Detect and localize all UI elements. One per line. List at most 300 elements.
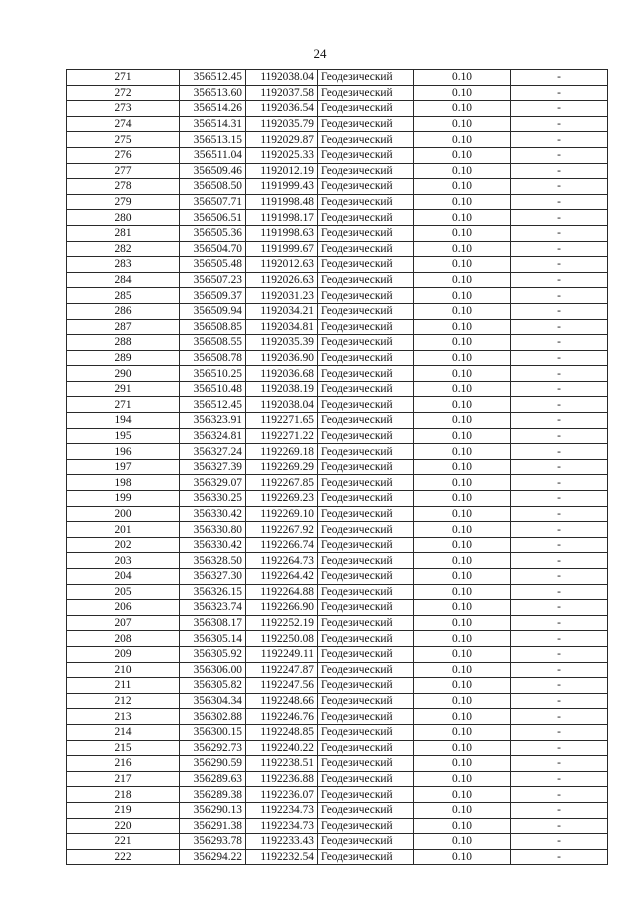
method-cell: Геодезический: [318, 631, 414, 647]
note-cell: -: [511, 101, 608, 117]
note-cell: -: [511, 849, 608, 865]
note-cell: -: [511, 350, 608, 366]
point-number-cell: 291: [67, 381, 180, 397]
table-row: [67, 272, 608, 288]
y-coordinate-cell: 1192234.73: [246, 802, 318, 818]
x-coordinate-cell: 356323.74: [180, 600, 246, 616]
point-number-cell: 216: [67, 756, 180, 772]
note-cell: -: [511, 459, 608, 475]
table-row: [67, 631, 608, 647]
method-cell: Геодезический: [318, 615, 414, 631]
x-coordinate-cell: 356305.82: [180, 678, 246, 694]
table-row: [67, 366, 608, 382]
point-number-cell: 194: [67, 413, 180, 429]
note-cell: -: [511, 163, 608, 179]
note-cell: -: [511, 257, 608, 273]
x-coordinate-cell: 356327.39: [180, 459, 246, 475]
note-cell: -: [511, 288, 608, 304]
coordinates-table-container: [66, 69, 608, 865]
note-cell: -: [511, 771, 608, 787]
y-coordinate-cell: 1192264.73: [246, 553, 318, 569]
y-coordinate-cell: 1192269.29: [246, 459, 318, 475]
table-row: [67, 288, 608, 304]
x-coordinate-cell: 356330.42: [180, 506, 246, 522]
method-cell: Геодезический: [318, 288, 414, 304]
x-coordinate-cell: 356508.85: [180, 319, 246, 335]
method-cell: Геодезический: [318, 413, 414, 429]
method-cell: Геодезический: [318, 350, 414, 366]
note-cell: -: [511, 834, 608, 850]
point-number-cell: 209: [67, 646, 180, 662]
accuracy-cell: 0.10: [414, 241, 511, 257]
y-coordinate-cell: 1192035.39: [246, 335, 318, 351]
method-cell: Геодезический: [318, 491, 414, 507]
table-row: [67, 506, 608, 522]
point-number-cell: 278: [67, 179, 180, 195]
accuracy-cell: 0.10: [414, 70, 511, 86]
table-row: [67, 522, 608, 538]
note-cell: -: [511, 600, 608, 616]
method-cell: Геодезический: [318, 522, 414, 538]
accuracy-cell: 0.10: [414, 335, 511, 351]
y-coordinate-cell: 1192233.43: [246, 834, 318, 850]
point-number-cell: 285: [67, 288, 180, 304]
note-cell: -: [511, 756, 608, 772]
note-cell: -: [511, 709, 608, 725]
x-coordinate-cell: 356505.48: [180, 257, 246, 273]
y-coordinate-cell: 1192247.87: [246, 662, 318, 678]
method-cell: Геодезический: [318, 818, 414, 834]
accuracy-cell: 0.10: [414, 288, 511, 304]
method-cell: Геодезический: [318, 381, 414, 397]
y-coordinate-cell: 1192236.07: [246, 787, 318, 803]
x-coordinate-cell: 356511.04: [180, 147, 246, 163]
y-coordinate-cell: 1192035.79: [246, 116, 318, 132]
y-coordinate-cell: 1192267.92: [246, 522, 318, 538]
point-number-cell: 287: [67, 319, 180, 335]
point-number-cell: 280: [67, 210, 180, 226]
accuracy-cell: 0.10: [414, 756, 511, 772]
y-coordinate-cell: 1192038.19: [246, 381, 318, 397]
table-row: [67, 116, 608, 132]
table-row: [67, 491, 608, 507]
accuracy-cell: 0.10: [414, 678, 511, 694]
accuracy-cell: 0.10: [414, 319, 511, 335]
y-coordinate-cell: 1192269.23: [246, 491, 318, 507]
note-cell: -: [511, 194, 608, 210]
accuracy-cell: 0.10: [414, 444, 511, 460]
accuracy-cell: 0.10: [414, 210, 511, 226]
point-number-cell: 220: [67, 818, 180, 834]
table-row: [67, 459, 608, 475]
y-coordinate-cell: 1192248.66: [246, 693, 318, 709]
method-cell: Геодезический: [318, 272, 414, 288]
x-coordinate-cell: 356302.88: [180, 709, 246, 725]
note-cell: -: [511, 678, 608, 694]
x-coordinate-cell: 356507.71: [180, 194, 246, 210]
point-number-cell: 275: [67, 132, 180, 148]
note-cell: -: [511, 147, 608, 163]
x-coordinate-cell: 356508.50: [180, 179, 246, 195]
x-coordinate-cell: 356509.37: [180, 288, 246, 304]
note-cell: -: [511, 569, 608, 585]
accuracy-cell: 0.10: [414, 179, 511, 195]
note-cell: -: [511, 272, 608, 288]
table-row: [67, 350, 608, 366]
note-cell: -: [511, 179, 608, 195]
x-coordinate-cell: 356305.92: [180, 646, 246, 662]
method-cell: Геодезический: [318, 834, 414, 850]
table-row: [67, 569, 608, 585]
method-cell: Геодезический: [318, 70, 414, 86]
note-cell: -: [511, 491, 608, 507]
x-coordinate-cell: 356330.25: [180, 491, 246, 507]
x-coordinate-cell: 356323.91: [180, 413, 246, 429]
table-row: [67, 693, 608, 709]
note-cell: -: [511, 303, 608, 319]
method-cell: Геодезический: [318, 693, 414, 709]
method-cell: Геодезический: [318, 724, 414, 740]
table-row: [67, 678, 608, 694]
method-cell: Геодезический: [318, 475, 414, 491]
table-row: [67, 818, 608, 834]
y-coordinate-cell: 1192012.63: [246, 257, 318, 273]
note-cell: -: [511, 662, 608, 678]
table-row: [67, 662, 608, 678]
table-row: [67, 834, 608, 850]
method-cell: Геодезический: [318, 756, 414, 772]
method-cell: Геодезический: [318, 709, 414, 725]
point-number-cell: 283: [67, 257, 180, 273]
point-number-cell: 284: [67, 272, 180, 288]
note-cell: -: [511, 537, 608, 553]
accuracy-cell: 0.10: [414, 600, 511, 616]
point-number-cell: 207: [67, 615, 180, 631]
accuracy-cell: 0.10: [414, 225, 511, 241]
accuracy-cell: 0.10: [414, 272, 511, 288]
point-number-cell: 282: [67, 241, 180, 257]
accuracy-cell: 0.10: [414, 132, 511, 148]
table-row: [67, 553, 608, 569]
coordinates-table: [66, 69, 608, 865]
y-coordinate-cell: 1192271.65: [246, 413, 318, 429]
y-coordinate-cell: 1191998.48: [246, 194, 318, 210]
accuracy-cell: 0.10: [414, 709, 511, 725]
point-number-cell: 208: [67, 631, 180, 647]
accuracy-cell: 0.10: [414, 834, 511, 850]
y-coordinate-cell: 1192036.68: [246, 366, 318, 382]
table-row: [67, 740, 608, 756]
point-number-cell: 221: [67, 834, 180, 850]
accuracy-cell: 0.10: [414, 381, 511, 397]
note-cell: -: [511, 444, 608, 460]
x-coordinate-cell: 356510.48: [180, 381, 246, 397]
table-row: [67, 85, 608, 101]
point-number-cell: 200: [67, 506, 180, 522]
method-cell: Геодезический: [318, 584, 414, 600]
y-coordinate-cell: 1192029.87: [246, 132, 318, 148]
x-coordinate-cell: 356512.45: [180, 70, 246, 86]
y-coordinate-cell: 1192236.88: [246, 771, 318, 787]
x-coordinate-cell: 356300.15: [180, 724, 246, 740]
accuracy-cell: 0.10: [414, 553, 511, 569]
method-cell: Геодезический: [318, 553, 414, 569]
x-coordinate-cell: 356507.23: [180, 272, 246, 288]
y-coordinate-cell: 1192031.23: [246, 288, 318, 304]
point-number-cell: 276: [67, 147, 180, 163]
table-row: [67, 724, 608, 740]
method-cell: Геодезический: [318, 194, 414, 210]
accuracy-cell: 0.10: [414, 257, 511, 273]
accuracy-cell: 0.10: [414, 366, 511, 382]
note-cell: -: [511, 319, 608, 335]
method-cell: Геодезический: [318, 849, 414, 865]
accuracy-cell: 0.10: [414, 163, 511, 179]
table-row: [67, 132, 608, 148]
y-coordinate-cell: 1192266.90: [246, 600, 318, 616]
table-row: [67, 475, 608, 491]
y-coordinate-cell: 1192264.42: [246, 569, 318, 585]
note-cell: -: [511, 225, 608, 241]
note-cell: -: [511, 802, 608, 818]
accuracy-cell: 0.10: [414, 693, 511, 709]
point-number-cell: 212: [67, 693, 180, 709]
note-cell: -: [511, 553, 608, 569]
point-number-cell: 196: [67, 444, 180, 460]
x-coordinate-cell: 356327.24: [180, 444, 246, 460]
point-number-cell: 217: [67, 771, 180, 787]
x-coordinate-cell: 356330.80: [180, 522, 246, 538]
y-coordinate-cell: 1192250.08: [246, 631, 318, 647]
y-coordinate-cell: 1192034.21: [246, 303, 318, 319]
note-cell: -: [511, 70, 608, 86]
table-row: [67, 303, 608, 319]
accuracy-cell: 0.10: [414, 787, 511, 803]
note-cell: -: [511, 615, 608, 631]
method-cell: Геодезический: [318, 397, 414, 413]
x-coordinate-cell: 356326.15: [180, 584, 246, 600]
method-cell: Геодезический: [318, 335, 414, 351]
note-cell: -: [511, 475, 608, 491]
point-number-cell: 206: [67, 600, 180, 616]
point-number-cell: 202: [67, 537, 180, 553]
point-number-cell: 195: [67, 428, 180, 444]
table-row: [67, 584, 608, 600]
method-cell: Геодезический: [318, 225, 414, 241]
method-cell: Геодезический: [318, 210, 414, 226]
y-coordinate-cell: 1191998.63: [246, 225, 318, 241]
accuracy-cell: 0.10: [414, 85, 511, 101]
accuracy-cell: 0.10: [414, 724, 511, 740]
table-row: [67, 428, 608, 444]
point-number-cell: 279: [67, 194, 180, 210]
note-cell: -: [511, 428, 608, 444]
point-number-cell: 289: [67, 350, 180, 366]
x-coordinate-cell: 356292.73: [180, 740, 246, 756]
x-coordinate-cell: 356290.59: [180, 756, 246, 772]
point-number-cell: 211: [67, 678, 180, 694]
accuracy-cell: 0.10: [414, 584, 511, 600]
accuracy-cell: 0.10: [414, 475, 511, 491]
point-number-cell: 198: [67, 475, 180, 491]
y-coordinate-cell: 1192269.18: [246, 444, 318, 460]
x-coordinate-cell: 356514.31: [180, 116, 246, 132]
table-row: [67, 787, 608, 803]
method-cell: Геодезический: [318, 428, 414, 444]
note-cell: -: [511, 366, 608, 382]
table-row: [67, 802, 608, 818]
note-cell: -: [511, 522, 608, 538]
accuracy-cell: 0.10: [414, 303, 511, 319]
accuracy-cell: 0.10: [414, 459, 511, 475]
y-coordinate-cell: 1192036.90: [246, 350, 318, 366]
method-cell: Геодезический: [318, 678, 414, 694]
accuracy-cell: 0.10: [414, 413, 511, 429]
x-coordinate-cell: 356306.00: [180, 662, 246, 678]
method-cell: Геодезический: [318, 459, 414, 475]
table-row: [67, 413, 608, 429]
table-row: [67, 849, 608, 865]
y-coordinate-cell: 1191998.17: [246, 210, 318, 226]
x-coordinate-cell: 356506.51: [180, 210, 246, 226]
method-cell: Геодезический: [318, 600, 414, 616]
accuracy-cell: 0.10: [414, 428, 511, 444]
table-row: [67, 381, 608, 397]
y-coordinate-cell: 1192248.85: [246, 724, 318, 740]
y-coordinate-cell: 1192234.73: [246, 818, 318, 834]
accuracy-cell: 0.10: [414, 537, 511, 553]
y-coordinate-cell: 1192025.33: [246, 147, 318, 163]
accuracy-cell: 0.10: [414, 116, 511, 132]
note-cell: -: [511, 132, 608, 148]
note-cell: -: [511, 116, 608, 132]
table-row: [67, 397, 608, 413]
table-row: [67, 600, 608, 616]
x-coordinate-cell: 356291.38: [180, 818, 246, 834]
x-coordinate-cell: 356509.94: [180, 303, 246, 319]
point-number-cell: 197: [67, 459, 180, 475]
table-row: [67, 179, 608, 195]
point-number-cell: 213: [67, 709, 180, 725]
accuracy-cell: 0.10: [414, 101, 511, 117]
method-cell: Геодезический: [318, 163, 414, 179]
point-number-cell: 205: [67, 584, 180, 600]
point-number-cell: 271: [67, 397, 180, 413]
accuracy-cell: 0.10: [414, 491, 511, 507]
y-coordinate-cell: 1191999.43: [246, 179, 318, 195]
y-coordinate-cell: 1192012.19: [246, 163, 318, 179]
accuracy-cell: 0.10: [414, 397, 511, 413]
y-coordinate-cell: 1192238.51: [246, 756, 318, 772]
accuracy-cell: 0.10: [414, 350, 511, 366]
table-row: [67, 241, 608, 257]
accuracy-cell: 0.10: [414, 569, 511, 585]
note-cell: -: [511, 584, 608, 600]
table-row: [67, 615, 608, 631]
method-cell: Геодезический: [318, 257, 414, 273]
y-coordinate-cell: 1192037.58: [246, 85, 318, 101]
note-cell: -: [511, 85, 608, 101]
point-number-cell: 218: [67, 787, 180, 803]
accuracy-cell: 0.10: [414, 771, 511, 787]
x-coordinate-cell: 356508.55: [180, 335, 246, 351]
x-coordinate-cell: 356304.34: [180, 693, 246, 709]
point-number-cell: 281: [67, 225, 180, 241]
page-number: 24: [313, 46, 327, 61]
x-coordinate-cell: 356505.36: [180, 225, 246, 241]
note-cell: -: [511, 818, 608, 834]
accuracy-cell: 0.10: [414, 818, 511, 834]
accuracy-cell: 0.10: [414, 506, 511, 522]
point-number-cell: 204: [67, 569, 180, 585]
point-number-cell: 286: [67, 303, 180, 319]
point-number-cell: 215: [67, 740, 180, 756]
note-cell: -: [511, 740, 608, 756]
point-number-cell: 222: [67, 849, 180, 865]
accuracy-cell: 0.10: [414, 147, 511, 163]
x-coordinate-cell: 356289.63: [180, 771, 246, 787]
table-row: [67, 537, 608, 553]
note-cell: -: [511, 646, 608, 662]
x-coordinate-cell: 356513.60: [180, 85, 246, 101]
y-coordinate-cell: 1192271.22: [246, 428, 318, 444]
accuracy-cell: 0.10: [414, 740, 511, 756]
method-cell: Геодезический: [318, 303, 414, 319]
note-cell: -: [511, 724, 608, 740]
table-row: [67, 709, 608, 725]
table-row: [67, 444, 608, 460]
method-cell: Геодезический: [318, 537, 414, 553]
method-cell: Геодезический: [318, 662, 414, 678]
point-number-cell: 274: [67, 116, 180, 132]
y-coordinate-cell: 1192246.76: [246, 709, 318, 725]
method-cell: Геодезический: [318, 506, 414, 522]
x-coordinate-cell: 356308.17: [180, 615, 246, 631]
table-row: [67, 319, 608, 335]
y-coordinate-cell: 1192026.63: [246, 272, 318, 288]
note-cell: -: [511, 506, 608, 522]
point-number-cell: 277: [67, 163, 180, 179]
note-cell: -: [511, 210, 608, 226]
method-cell: Геодезический: [318, 740, 414, 756]
y-coordinate-cell: 1191999.67: [246, 241, 318, 257]
point-number-cell: 201: [67, 522, 180, 538]
x-coordinate-cell: 356329.07: [180, 475, 246, 491]
table-row: [67, 194, 608, 210]
y-coordinate-cell: 1192252.19: [246, 615, 318, 631]
accuracy-cell: 0.10: [414, 522, 511, 538]
x-coordinate-cell: 356513.15: [180, 132, 246, 148]
point-number-cell: 199: [67, 491, 180, 507]
method-cell: Геодезический: [318, 132, 414, 148]
point-number-cell: 290: [67, 366, 180, 382]
y-coordinate-cell: 1192269.10: [246, 506, 318, 522]
x-coordinate-cell: 356293.78: [180, 834, 246, 850]
accuracy-cell: 0.10: [414, 662, 511, 678]
method-cell: Геодезический: [318, 802, 414, 818]
y-coordinate-cell: 1192267.85: [246, 475, 318, 491]
table-row: [67, 335, 608, 351]
x-coordinate-cell: 356289.38: [180, 787, 246, 803]
method-cell: Геодезический: [318, 646, 414, 662]
accuracy-cell: 0.10: [414, 802, 511, 818]
point-number-cell: 214: [67, 724, 180, 740]
method-cell: Геодезический: [318, 787, 414, 803]
method-cell: Геодезический: [318, 319, 414, 335]
table-row: [67, 70, 608, 86]
table-row: [67, 257, 608, 273]
accuracy-cell: 0.10: [414, 646, 511, 662]
